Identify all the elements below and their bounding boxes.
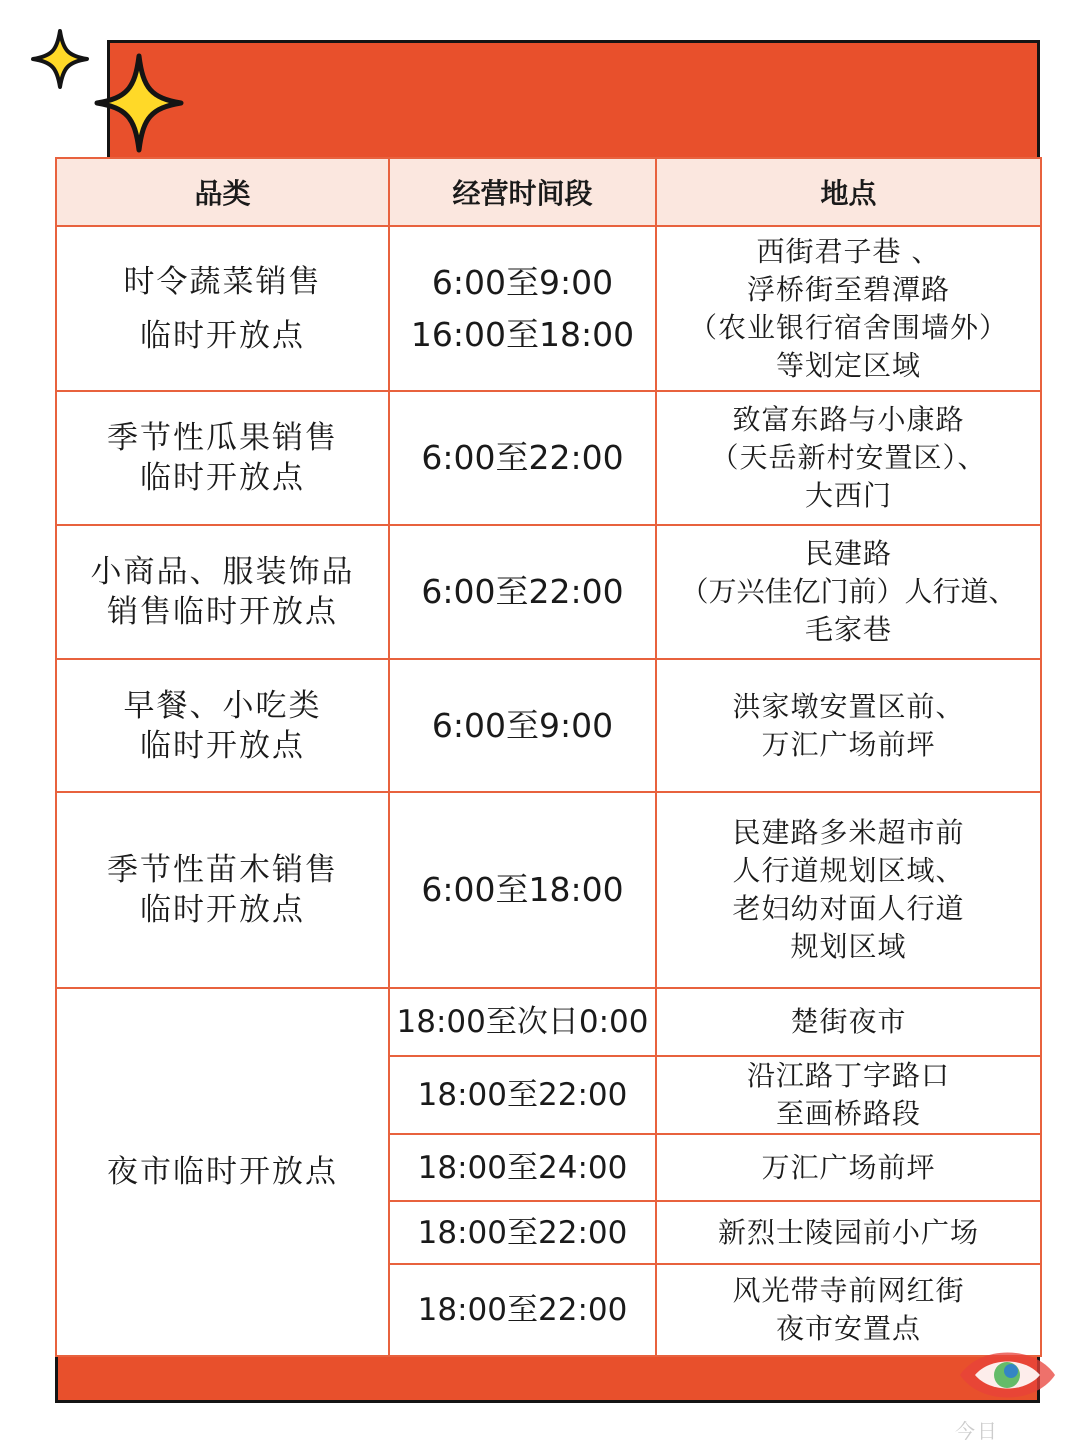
location-line: 致富东路与小康路	[732, 403, 965, 436]
location-cell	[656, 1056, 1041, 1134]
time-line: 6:00至18:00	[421, 870, 624, 909]
category-line: 季节性苗木销售	[107, 852, 338, 888]
time-line: 6:00至22:00	[421, 438, 624, 477]
location-line: （天岳新村安置区）、	[710, 441, 987, 474]
time-cell: 18:00至24:00	[389, 1134, 656, 1201]
location-cell	[656, 525, 1041, 659]
category-cell	[56, 226, 389, 391]
location-cell	[656, 226, 1041, 391]
location-cell	[656, 1134, 1041, 1201]
location-line: 民建路	[804, 537, 892, 570]
category-line: 季节性瓜果销售	[107, 420, 338, 456]
category-line: 临时开放点	[140, 317, 305, 354]
watermark-text: 今日	[955, 1419, 999, 1443]
location-line: 至画桥路段	[775, 1097, 921, 1130]
location-cell	[656, 391, 1041, 525]
category-line: 销售临时开放点	[107, 594, 338, 630]
category-cell-night-market: 夜市临时开放点	[56, 988, 389, 1356]
time-cell: 18:00至22:00	[389, 1264, 656, 1356]
table-row	[56, 525, 1041, 659]
category-line: 临时开放点	[140, 727, 305, 764]
location-line: 人行道规划区域、	[732, 854, 965, 887]
category-line: 临时开放点	[140, 460, 305, 496]
location-line: 风光带寺前网红街	[732, 1274, 965, 1307]
time-line: 6:00至9:00	[431, 705, 614, 745]
table-row	[56, 391, 1041, 525]
location-line: 夜市安置点	[775, 1312, 921, 1345]
time-line: 6:00至9:00	[431, 262, 614, 302]
header-time: 经营时间段	[389, 158, 656, 226]
table-row	[56, 659, 1041, 792]
category-line: 临时开放点	[140, 892, 305, 928]
header-location: 地点	[656, 158, 1041, 226]
table-header-row	[56, 158, 1041, 226]
time-cell: 18:00至次日0:00	[389, 988, 656, 1056]
location-line: 洪家墩安置区前、	[732, 689, 965, 723]
location-line: 民建路多米超市前	[732, 816, 965, 849]
time-cell	[389, 391, 656, 525]
location-line: 西街君子巷 、	[756, 234, 941, 268]
location-line: 大西门	[804, 479, 892, 512]
time-line: 16:00至18:00	[410, 314, 635, 354]
category-line: 时令蔬菜销售	[123, 263, 322, 300]
category-line: 早餐、小吃类	[123, 687, 322, 724]
location-line: 万汇广场前坪	[761, 1150, 936, 1184]
location-line: 楚街夜市	[790, 1005, 907, 1038]
location-line: 浮桥街至碧潭路	[746, 272, 950, 306]
location-line: 毛家巷	[804, 613, 892, 646]
category-cell	[56, 525, 389, 659]
location-line: （万兴佳亿门前）人行道、	[680, 575, 1017, 608]
location-line: 等划定区域	[775, 348, 921, 382]
orange-banner-bottom	[55, 1355, 1040, 1403]
time-line: 6:00至22:00	[421, 572, 624, 611]
location-line: 老妇幼对面人行道	[732, 892, 965, 925]
sparkle-star-small-icon	[30, 28, 90, 90]
table-row	[56, 226, 1041, 391]
location-cell	[656, 659, 1041, 792]
table-row	[56, 988, 1041, 1056]
category-cell	[56, 391, 389, 525]
category-cell	[56, 659, 389, 792]
location-cell	[656, 792, 1041, 988]
time-cell: 18:00至22:00	[389, 1201, 656, 1264]
time-cell	[389, 792, 656, 988]
time-cell	[389, 659, 656, 792]
schedule-table	[55, 157, 1040, 1355]
category-cell	[56, 792, 389, 988]
location-line: 万汇广场前坪	[761, 727, 936, 761]
time-cell	[389, 226, 656, 391]
time-cell	[389, 525, 656, 659]
header-category: 品类	[56, 158, 389, 226]
sparkle-star-large-icon	[93, 52, 185, 154]
location-line: 新烈士陵园前小广场	[717, 1215, 979, 1249]
table-row	[56, 792, 1041, 988]
location-line: （农业银行宿舍围墙外）	[688, 310, 1008, 344]
location-cell	[656, 988, 1041, 1056]
time-cell: 18:00至22:00	[389, 1056, 656, 1134]
location-line: 规划区域	[790, 930, 907, 963]
location-line: 沿江路丁字路口	[746, 1059, 950, 1092]
category-line: 小商品、服装饰品	[90, 554, 355, 590]
location-cell	[656, 1201, 1041, 1264]
